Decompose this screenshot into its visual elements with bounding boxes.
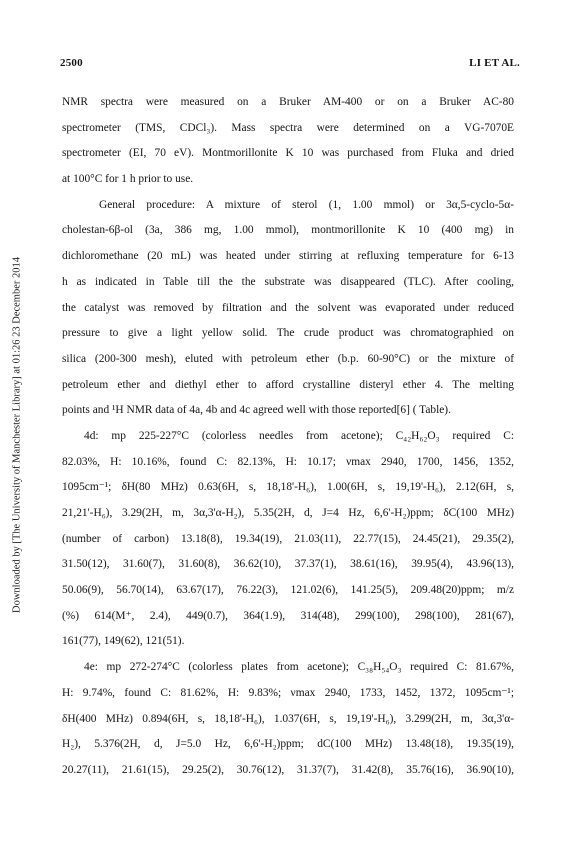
text-line: 50.06(9), 56.70(14), 63.67(17), 76.22(3), 121.02(6), 141.25(5), 209.48(20)ppm; m/z — [62, 584, 514, 597]
text-line: H₂), 5.376(2H, d, J=5.0 Hz, 6,6'-H₂)ppm; dC(100 MHz) 13.48(18), 19.35(19), — [62, 738, 514, 751]
text-line: 1095cm⁻¹; δH(80 MHz) 0.63(6H, s, 18,18'-H₆), 1.00(6H, s, 19,19'-H₆), 2.12(6H, s, — [62, 481, 514, 494]
body-text — [62, 95, 514, 789]
text-line: silica (200-300 mesh), eluted with petroleum ether (b.p. 60-90°C) or the mixture of — [62, 352, 514, 365]
text-line: at 100°C for 1 h prior to use. — [62, 173, 194, 186]
download-watermark — [9, 210, 25, 660]
text-line: spectrometer (EI, 70 eV). Montmorillonite K 10 was purchased from Fluka and dried — [62, 147, 514, 160]
page-number: 2500 — [60, 57, 83, 69]
text-line: 82.03%, H: 10.16%, found C: 82.13%, H: 10.17; νmax 2940, 1700, 1456, 1352, — [62, 455, 514, 468]
text-line: points and ¹H NMR data of 4a, 4b and 4c agreed well with those reported[6] ( Table). — [62, 404, 451, 417]
text-line: NMR spectra were measured on a Bruker AM-400 or on a Bruker AC-80 — [62, 96, 514, 108]
download-watermark-text: Downloaded by [The University of Manchester Library] at 01:26 23 December 2014 — [11, 256, 23, 614]
general-procedure-line: General procedure: A mixture of sterol (1, 1.00 mmol) or 3α,5-cyclo-5α- — [99, 198, 514, 211]
text-line: δH(400 MHz) 0.894(6H, s, 18,18'-H₆), 1.037(6H, s, 19,19'-H₆), 3.299(2H, m, 3α,3'α- — [62, 712, 514, 725]
text-line: the catalyst was removed by filtration and the solvent was evaporated under reduced — [62, 301, 514, 314]
text-line: 20.27(11), 21.61(15), 29.25(2), 30.76(12), 31.37(7), 31.42(8), 35.76(16), 36.90(10), — [62, 763, 514, 776]
text-line: dichloromethane (20 mL) was heated under stirring at refluxing temperature for 6-13 — [62, 250, 514, 263]
text-line: (number of carbon) 13.18(8), 19.34(19), 21.03(11), 22.77(15), 24.45(21), 29.35(2), — [62, 532, 514, 545]
running-head-authors: LI ET AL. — [469, 57, 520, 69]
text-line: 31.50(12), 31.60(7), 31.60(8), 36.62(10), 37.37(1), 38.61(16), 39.95(4), 43.96(13), — [62, 558, 514, 571]
text-line: petroleum ether and diethyl ether to afford crystalline disteryl ether 4. The melting — [62, 378, 514, 391]
text-line: (%) 614(M⁺, 2.4), 449(0.7), 364(1.9), 314(48), 299(100), 298(100), 281(67), — [62, 609, 514, 622]
text-line: spectrometer (TMS, CDCl₃). Mass spectra were determined on a VG-7070E — [62, 121, 514, 134]
compound-4e-line: 4e: mp 272-274°C (colorless plates from acetone); C₃₈H₅₄O₃ required C: 81.67%, — [84, 661, 514, 674]
text-line: cholestan-6β-ol (3a, 386 mg, 1.00 mmol), montmorillonite K 10 (400 mg) in — [62, 224, 514, 237]
text-line: pressure to give a light yellow solid. The crude product was chromatographied on — [62, 327, 514, 340]
compound-4d-line: 4d: mp 225-227°C (colorless needles from acetone); C₄₂H₆₂O₃ required C: — [84, 429, 514, 442]
text-line: H: 9.74%, found C: 81.62%, H: 9.83%; νmax 2940, 1733, 1452, 1372, 1095cm⁻¹; — [62, 686, 514, 699]
text-line: 21,21'-H₆), 3.29(2H, m, 3α,3'α-H₂), 5.35(2H, d, J=4 Hz, 6,6'-H₂)ppm; δC(100 MHz) — [62, 507, 514, 519]
text-line: 161(77), 149(62), 121(51). — [62, 635, 185, 648]
text-line: h as indicated in Table till the the substrate was disappeared (TLC). After cooling, — [62, 275, 514, 288]
